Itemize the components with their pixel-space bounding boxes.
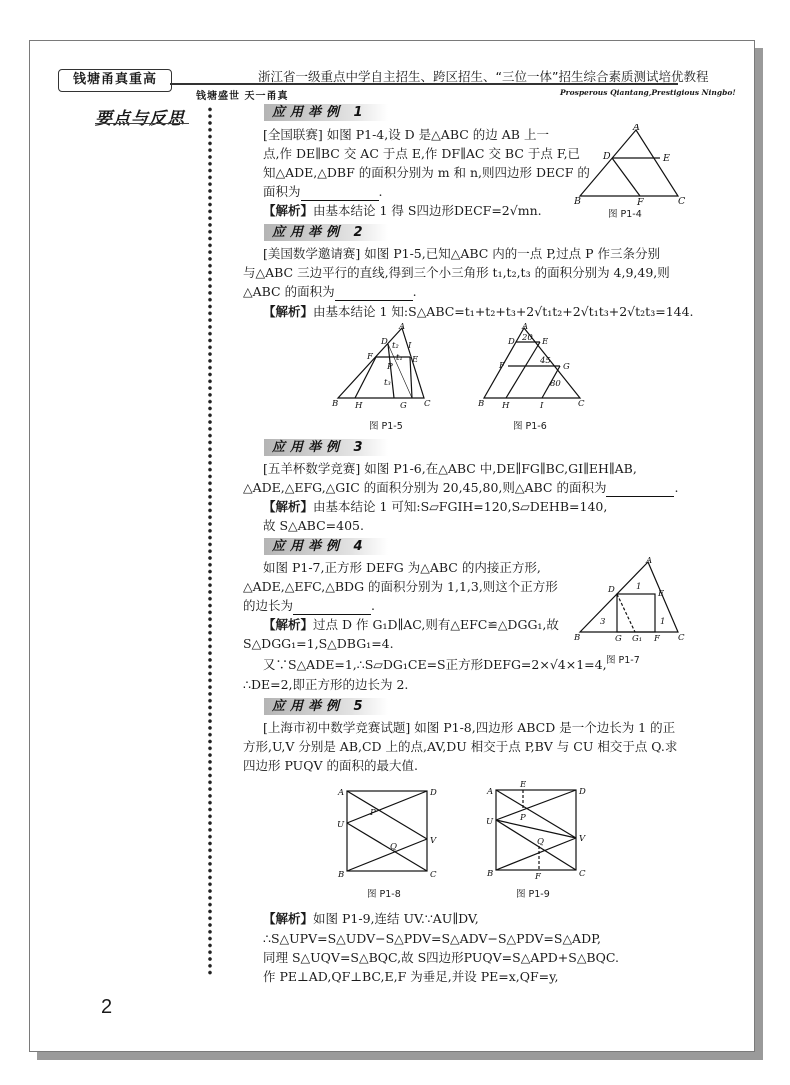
fig15-label-p: P xyxy=(387,362,393,372)
fig17-label-1b: 1 xyxy=(660,617,666,627)
section-heading-example-4: 应用举例 4 xyxy=(264,538,388,555)
fig14-label-b: B xyxy=(574,196,581,206)
fig17-label-b: B xyxy=(574,633,581,643)
example-2-line-2: 与△ABC 三边平行的直线,得到三个小三角形 t₁,t₂,t₃ 的面积分别为 4,9,49,则 xyxy=(243,265,670,280)
figure-p1-9 xyxy=(483,776,589,884)
fig19-label-b: B xyxy=(487,869,494,879)
fig19-label-c: C xyxy=(579,869,586,879)
example-3-line-1: [五羊杯数学竞赛] 如图 P1-6,在△ABC 中,DE∥FG∥BC,GI∥EH∥AB, xyxy=(263,461,637,476)
example-4-line-3: 的边长为 . xyxy=(243,598,375,613)
fig14-label-e: E xyxy=(663,153,670,164)
fig14-label-a: A xyxy=(633,124,640,133)
fig17-label-3: 3 xyxy=(600,617,606,627)
example-5-solution-3: 同理 S△UQV=S△BQC,故 S四边形PUQV=S△APD+S△BQC. xyxy=(263,950,619,965)
fig15-label-f: F xyxy=(367,352,373,362)
example-5-line-2: 方形,U,V 分别是 AB,CD 上的点,AV,DU 相交于点 P,BV 与 CU 相交于点 Q.求 xyxy=(243,739,678,754)
example-4-line-1: 如图 P1-7,正方形 DEFG 为△ABC 的内接正方形, xyxy=(263,560,541,575)
example-4-solution-4: ∴DE=2,即正方形的边长为 2. xyxy=(243,677,409,692)
fig16-label-f: F xyxy=(499,361,505,371)
caption-p1-6: 图 P1-6 xyxy=(513,421,547,432)
caption-p1-4: 图 P1-4 xyxy=(608,209,642,220)
fig16-label-g: G xyxy=(563,362,570,372)
fig18-label-v: V xyxy=(430,836,437,846)
caption-p1-7: 图 P1-7 xyxy=(606,655,640,666)
example-1-line-2: 点,作 DE∥BC 交 AC 于点 E,作 DF∥AC 交 BC 于点 F,已 xyxy=(263,146,581,161)
caption-p1-5: 图 P1-5 xyxy=(369,421,403,432)
fig17-label-e: E xyxy=(658,589,665,599)
fig19-label-q: Q xyxy=(537,837,544,847)
fig17-label-a: A xyxy=(646,556,653,566)
fig16-label-e: E xyxy=(542,337,549,347)
fig15-label-i: I xyxy=(408,341,412,351)
caption-p1-8: 图 P1-8 xyxy=(367,889,401,900)
fig15-label-e: E xyxy=(412,355,419,365)
figure-p1-5 xyxy=(330,322,438,412)
fig19-label-p: P xyxy=(520,813,526,823)
fig15-label-b: B xyxy=(332,399,339,409)
fig19-label-v: V xyxy=(579,834,586,844)
fig15-label-g: G xyxy=(400,401,407,411)
fig15-label-a: A xyxy=(399,322,406,332)
fig14-label-c: C xyxy=(678,196,686,206)
fig16-label-45: 45 xyxy=(540,356,551,366)
fig18-label-q: Q xyxy=(390,842,397,852)
fig18-label-u: U xyxy=(337,820,345,830)
example-3-solution-1: 【解析】由基本结论 1 可知:S▱FGIH=120,S▱DEHB=140, xyxy=(263,499,608,514)
example-1-solution: 【解析】由基本结论 1 得 S四边形DECF=2√mn. xyxy=(263,203,542,218)
example-5-solution-2: ∴S△UPV=S△UDV−S△PDV=S△ADV−S△PDV=S△ADP, xyxy=(263,931,601,946)
example-4-solution-1: 【解析】过点 D 作 G₁D∥AC,则有△EFC≌△DGG₁,故 xyxy=(263,617,559,632)
header-subtitle: Prosperous Qiantang,Prestigious Ningbo! xyxy=(560,88,736,97)
fig19-label-f: F xyxy=(535,872,541,882)
fig16-label-80: 80 xyxy=(550,379,561,389)
section-heading-example-1: 应用举例 1 xyxy=(264,104,388,121)
example-4-solution-2: S△DGG₁=1,S△DBG₁=4. xyxy=(243,636,394,651)
fig16-label-b: B xyxy=(478,399,485,409)
sidebar-underline xyxy=(95,123,189,124)
fig17-label-g1: G₁ xyxy=(632,634,643,644)
example-5-solution-1: 【解析】如图 P1-9,连结 UV.∵AU∥DV, xyxy=(263,911,479,926)
example-2-line-3: △ABC 的面积为 . xyxy=(243,284,417,299)
fig15-label-t2: t₂ xyxy=(392,341,399,351)
fig15-label-t1: t₁ xyxy=(396,353,403,363)
fig19-label-u: U xyxy=(486,817,494,827)
figure-p1-4 xyxy=(574,124,686,206)
fig15-label-t3: t₃ xyxy=(384,378,391,388)
fig17-label-f: F xyxy=(654,634,660,644)
sidebar-title: 要点与反思 xyxy=(95,109,185,129)
fig15-label-c: C xyxy=(424,399,431,409)
example-2-line-1: [美国数学邀请赛] 如图 P1-5,已知△ABC 内的一点 P,过点 P 作三条分别 xyxy=(263,246,660,261)
fig16-label-c: C xyxy=(578,399,585,409)
fig16-label-a: A xyxy=(522,322,529,332)
fig15-label-h: H xyxy=(355,401,363,411)
example-5-line-1: [上海市初中数学竞赛试题] 如图 P1-8,四边形 ABCD 是一个边长为 1 的正 xyxy=(263,720,676,735)
example-4-line-2: △ADE,△EFC,△BDG 的面积分别为 1,1,3,则这个正方形 xyxy=(243,579,558,594)
fig18-label-b: B xyxy=(338,870,345,880)
section-heading-example-5: 应用举例 5 xyxy=(264,698,388,715)
fig19-label-d: D xyxy=(579,787,586,797)
fig18-label-a: A xyxy=(338,788,345,798)
example-4-solution-3: 又∵S△ADE=1,∴S▱DG₁CE=S正方形DEFG=2×√4×1=4, xyxy=(263,657,607,672)
fig16-label-h: H xyxy=(502,401,510,411)
example-3-line-2: △ADE,△EFG,△GIC 的面积分别为 20,45,80,则△ABC 的面积为 . xyxy=(243,480,679,495)
dotted-chain-divider xyxy=(204,106,216,976)
caption-p1-9: 图 P1-9 xyxy=(516,889,550,900)
fig19-label-e: E xyxy=(520,780,527,790)
example-2-solution: 【解析】由基本结论 1 知:S△ABC=t₁+t₂+t₃+2√t₁t₂+2√t₁t₃+2√t₂t₃=144. xyxy=(263,304,694,319)
page-number: 2 xyxy=(101,996,113,1018)
fig16-label-20: 20 xyxy=(522,333,533,343)
brand-logo: 钱塘甬真重高 xyxy=(58,69,172,92)
figure-p1-8 xyxy=(333,785,439,885)
fig18-label-c: C xyxy=(430,870,437,880)
example-3-solution-2: 故 S△ABC=405. xyxy=(263,518,364,533)
fig15-label-d: D xyxy=(381,337,388,347)
section-heading-example-3: 应用举例 3 xyxy=(264,439,388,456)
example-5-solution-4: 作 PE⊥AD,QF⊥BC,E,F 为垂足,并设 PE=x,QF=y, xyxy=(263,969,559,984)
figure-p1-6 xyxy=(478,322,596,412)
brand-motto: 钱塘盛世 天一甬真 xyxy=(196,91,289,102)
fig16-label-i: I xyxy=(540,401,544,411)
fig17-label-d: D xyxy=(608,585,615,595)
fig18-label-p: P xyxy=(370,808,376,818)
example-1-line-3: 知△ADE,△DBF 的面积分别为 m 和 n,则四边形 DECF 的 xyxy=(263,165,590,180)
fig17-label-c: C xyxy=(678,633,685,643)
fig14-label-f: F xyxy=(637,197,644,206)
header-title: 浙江省一级重点中学自主招生、跨区招生、“三位一体”招生综合素质测试培优教程 xyxy=(258,69,709,84)
fig18-label-d: D xyxy=(430,788,437,798)
example-1-line-1: [全国联赛] 如图 P1-4,设 D 是△ABC 的边 AB 上一 xyxy=(263,127,549,142)
fig17-label-1a: 1 xyxy=(636,582,642,592)
figure-p1-7 xyxy=(572,556,688,646)
example-1-line-4: 面积为 . xyxy=(263,184,383,199)
example-5-line-3: 四边形 PUQV 的面积的最大值. xyxy=(243,758,418,773)
section-heading-example-2: 应用举例 2 xyxy=(264,224,388,241)
fig16-label-d: D xyxy=(508,337,515,347)
fig17-label-g: G xyxy=(615,634,622,644)
fig14-label-d: D xyxy=(603,151,611,162)
fig19-label-a: A xyxy=(487,787,494,797)
